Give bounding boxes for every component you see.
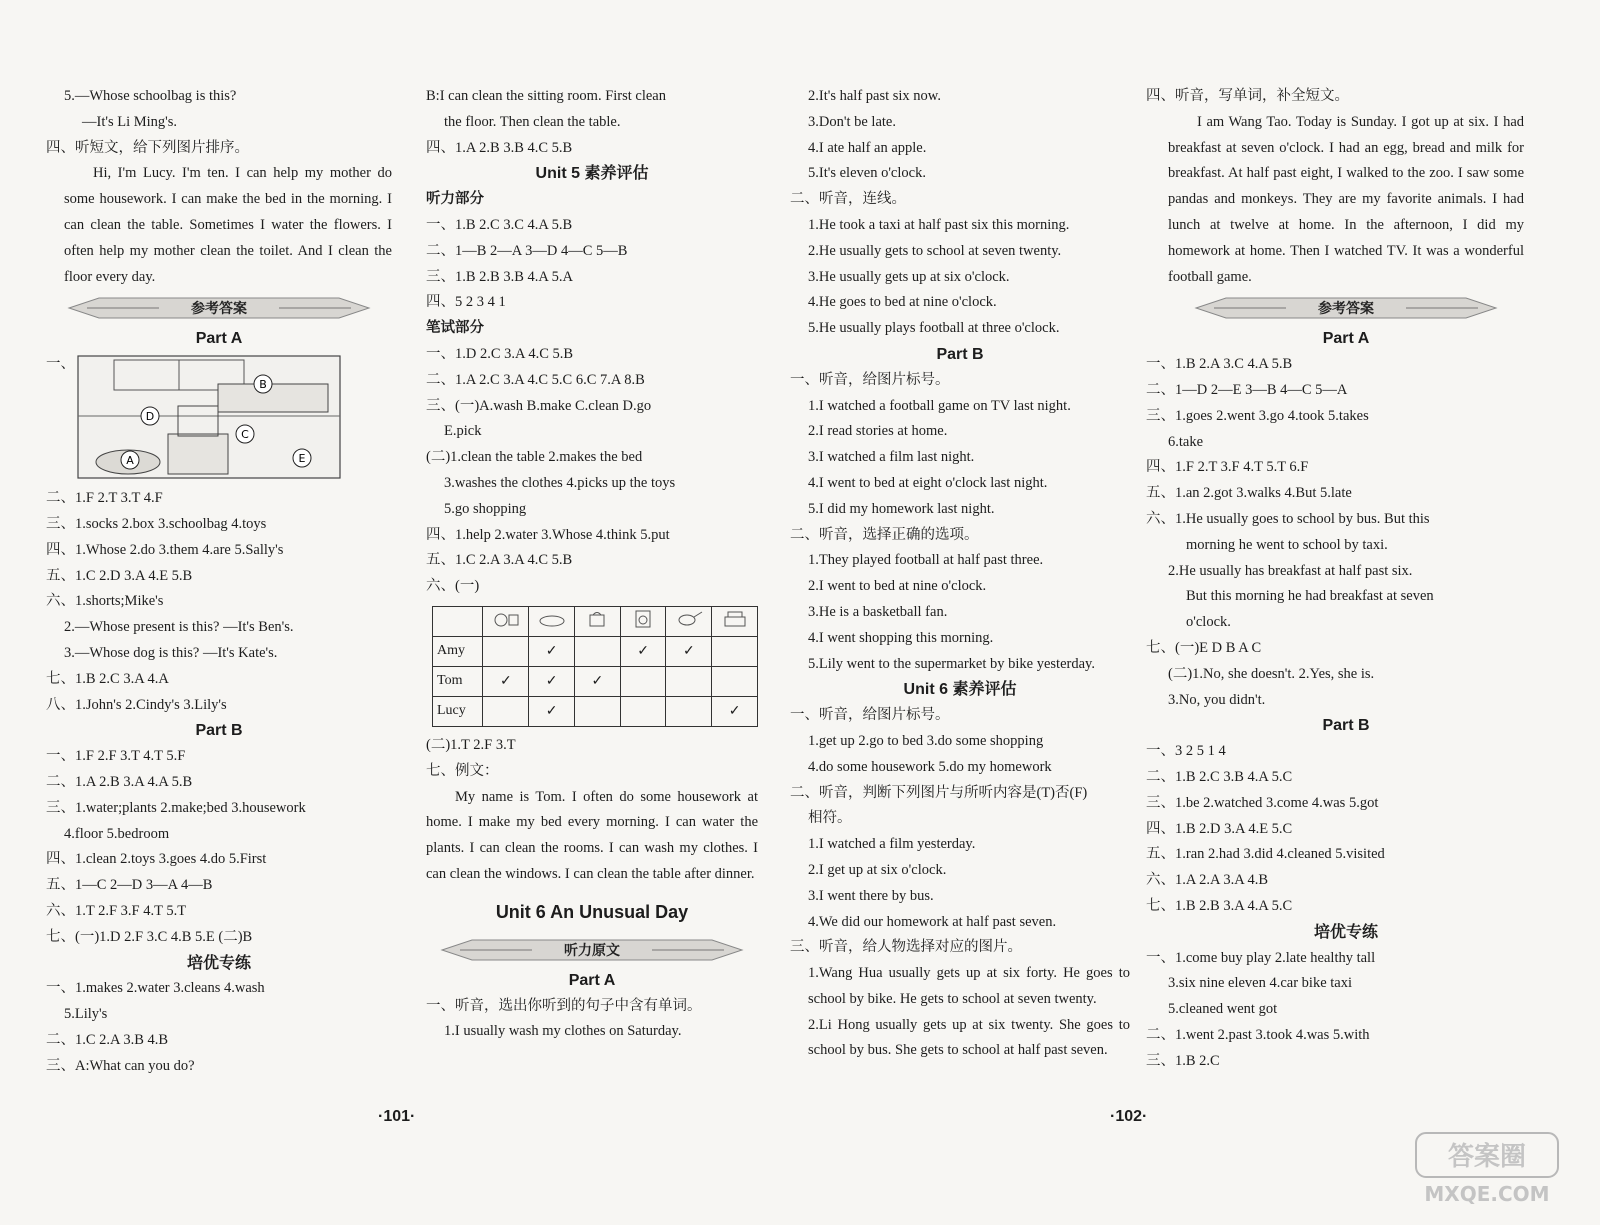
pan-picture-icon: [674, 609, 704, 629]
pic-label-c: C: [241, 428, 249, 442]
picture-cell: [483, 606, 529, 636]
answer-line: morning he went to school by taxi.: [1186, 536, 1388, 553]
answer-line: 一、1.B 2.C 3.C 4.A 5.B: [426, 216, 573, 233]
text-line: 1.They played football at half past three.: [808, 552, 1044, 569]
text-line: 1.He took a taxi at half past six this morning.: [808, 216, 1070, 233]
answer-line: 3.No, you didn't.: [1168, 691, 1266, 708]
text-line: 2.It's half past six now.: [808, 88, 941, 104]
bag-picture-icon: [582, 609, 612, 629]
text-line: 4.do some housework 5.do my homework: [808, 758, 1052, 775]
answer-line: 二、1—B 2—A 3—D 4—C 5—B: [426, 242, 628, 259]
activity-table: [432, 606, 758, 727]
text-line: 5.—Whose schoolbag is this?: [64, 88, 237, 104]
answer-line: (二)1.T 2.F 3.T: [426, 736, 516, 753]
passage: I am Wang Tao. Today is Sunday. I got up at six. I had breakfast at seven o'clock. I had an egg, bread and milk for breakfast. At half past eight, I walked to the zoo. I saw some pandas and monkeys. They are my favorite animals. I had lunch at twelve at home. In the afternoon, I did my homework at home. Then I watched TV. It was a wonderful football game.: [1168, 113, 1524, 285]
answer-line: 6.take: [1168, 433, 1204, 450]
banner-label: 参考答案: [191, 301, 247, 318]
unit6-title: Unit 6 An Unusual Day: [495, 901, 689, 922]
check-cell: [620, 696, 666, 726]
answer-line: 5.go shopping: [444, 500, 527, 517]
unit5-heading: Unit 5 素养评估: [535, 165, 649, 183]
row-name: Lucy: [433, 696, 483, 726]
part-a-heading: Part A: [195, 330, 243, 348]
answer-line: 二、1.B 2.C 3.B 4.A 5.C: [1146, 768, 1293, 785]
check-cell: [666, 696, 712, 726]
text-paragraph: 1.Wang Hua usually gets up at six forty. He goes to school by bike. He gets to school at seven twenty.: [808, 965, 1130, 1007]
answer-line: 五、1.C 2.A 3.A 4.C 5.B: [426, 552, 573, 569]
text-paragraph: 2.Li Hong usually gets up at six twenty. She goes to school by bus. She gets to school at half past seven.: [808, 1016, 1130, 1059]
answer-line: 二、1—D 2—E 3—B 4—C 5—A: [1146, 381, 1348, 398]
peiyou-heading: 培优专练: [186, 954, 251, 972]
answer-line: 六、(一): [426, 578, 480, 595]
part-a-heading: Part A: [568, 971, 616, 989]
check-cell: ✓: [483, 666, 529, 696]
question-number: 一、: [46, 356, 75, 373]
text-line: 3.Don't be late.: [808, 113, 896, 130]
answer-line: 八、1.John's 2.Cindy's 3.Lily's: [46, 696, 227, 713]
answer-line: 七、(一)E D B A C: [1146, 639, 1262, 656]
answer-line: 一、3 2 5 1 4: [1146, 743, 1226, 760]
answer-line: 五、1.ran 2.had 3.did 4.cleaned 5.visited: [1146, 846, 1385, 863]
text-line: 5.It's eleven o'clock.: [808, 165, 926, 182]
check-cell: ✓: [712, 696, 758, 726]
table-corner-cell: [433, 606, 483, 636]
text-line: 4.We did our homework at half past seven.: [808, 913, 1057, 930]
text-line: —It's Li Ming's.: [82, 113, 178, 130]
answer-line: 3.—Whose dog is this? —It's Kate's.: [64, 644, 278, 661]
answer-line: 五、1—C 2—D 3—A 4—B: [46, 877, 213, 894]
sample-essay: My name is Tom. I often do some housework at home. I make my bed every morning. I can water the plants. I can clean the rooms. I can wash my clothes. I can clean the windows. I can clean the table after dinner.: [426, 788, 758, 882]
table-row: [433, 636, 758, 666]
check-cell: ✓: [529, 636, 575, 666]
column-2: [426, 84, 758, 1045]
text-line: 2.I get up at six o'clock.: [808, 861, 947, 878]
question-heading: 四、听音，写单词，补全短文。: [1146, 88, 1349, 104]
text-line: 2.I read stories at home.: [808, 423, 948, 440]
answer-line: 五、1.C 2.D 3.A 4.E 5.B: [46, 567, 193, 584]
answer-line: 七、1.B 2.B 3.A 4.A 5.C: [1146, 897, 1293, 914]
picture-cell: [620, 606, 666, 636]
text-line: 1.get up 2.go to bed 3.do some shopping: [808, 732, 1044, 749]
answer-line: 三、1.be 2.watched 3.come 4.was 5.got: [1146, 794, 1379, 811]
check-cell: [712, 666, 758, 696]
passage: Hi, I'm Lucy. I'm ten. I can help my mother do some housework. I can make the bed in the morning. I can clean the table. Sometimes I water the flowers. I often help my mother clean the toilet. And I clean the floor every day.: [64, 165, 392, 285]
answer-line: 六、1.T 2.F 3.F 4.T 5.T: [46, 902, 187, 919]
question-heading: 二、听音，连线。: [790, 191, 906, 208]
answer-line: 三、A:What can you do?: [46, 1057, 195, 1074]
answer-line: 四、1.A 2.B 3.B 4.C 5.B: [426, 139, 573, 156]
books-picture-icon: [720, 609, 750, 629]
answer-line: But this morning he had breakfast at seven: [1186, 588, 1434, 605]
text-line: 5.I did my homework last night.: [808, 500, 995, 517]
banner-graphic: [1196, 295, 1496, 321]
check-cell: [574, 636, 620, 666]
answer-line: (二)1.clean the table 2.makes the bed: [426, 449, 643, 466]
housework-illustration: [68, 354, 348, 482]
answer-line: 七、例文：: [426, 762, 499, 779]
table-row: [433, 666, 758, 696]
answer-line: 一、1.B 2.A 3.C 4.A 5.B: [1146, 356, 1293, 373]
text-line: 3.He usually gets up at six o'clock.: [808, 268, 1010, 285]
text-line: 5.Lily went to the supermarket by bike yesterday.: [808, 655, 1095, 672]
text-line: 相符。: [808, 810, 852, 827]
table-header-row: [433, 606, 758, 636]
answer-banner: [1168, 293, 1524, 323]
watermark-text-bottom: MXQE.COM: [1424, 1182, 1550, 1206]
answer-line: (二)1.No, she doesn't. 2.Yes, she is.: [1168, 665, 1375, 682]
section-heading: 笔试部分: [426, 320, 484, 337]
peiyou-heading: 培优专练: [1313, 923, 1378, 941]
banner-label: 参考答案: [1318, 301, 1374, 318]
answer-line: 六、1.shorts;Mike's: [46, 593, 164, 610]
answer-line: 一、1.come buy play 2.late healthy tall: [1146, 949, 1376, 966]
answer-line: 三、1.B 2.C: [1146, 1052, 1220, 1069]
row-name: Tom: [433, 666, 483, 696]
answer-line: 4.floor 5.bedroom: [64, 825, 170, 842]
text-line: 4.I ate half an apple.: [808, 139, 927, 156]
check-cell: ✓: [574, 666, 620, 696]
picture-cell: [529, 606, 575, 636]
text-line: 3.I watched a film last night.: [808, 449, 975, 466]
answer-line: 四、1.clean 2.toys 3.goes 4.do 5.First: [46, 851, 267, 868]
answer-line: 二、1.C 2.A 3.B 4.B: [46, 1031, 169, 1048]
answer-line: 二、1.went 2.past 3.took 4.was 5.with: [1146, 1026, 1370, 1043]
answer-line: o'clock.: [1186, 614, 1231, 631]
text-line: 3.I went there by bus.: [808, 887, 934, 904]
text-line: 5.He usually plays football at three o'clock.: [808, 320, 1060, 337]
answer-line: 七、1.B 2.C 3.A 4.A: [46, 670, 169, 687]
check-cell: [483, 696, 529, 726]
answer-line: 2.—Whose present is this? —It's Ben's.: [64, 619, 294, 636]
question-heading: 一、听音，给图片标号。: [790, 371, 950, 388]
answer-line: 四、1.help 2.water 3.Whose 4.think 5.put: [426, 526, 670, 543]
column-4: [1146, 84, 1524, 1074]
check-cell: ✓: [666, 636, 712, 666]
text-line: the floor. Then clean the table.: [444, 113, 621, 130]
text-line: 3.He is a basketball fan.: [808, 603, 948, 620]
part-b-heading: Part B: [936, 345, 984, 363]
answer-line: 一、1.makes 2.water 3.cleans 4.wash: [46, 980, 265, 997]
check-cell: [712, 636, 758, 666]
answer-line: 四、5 2 3 4 1: [426, 294, 506, 311]
unit6-heading: Unit 6 素养评估: [903, 681, 1017, 699]
text-line: 4.I went to bed at eight o'clock last night.: [808, 474, 1048, 491]
question-heading: 一、听音，给图片标号。: [790, 707, 950, 724]
text-line: 1.I usually wash my clothes on Saturday.: [444, 1023, 682, 1040]
toy-picture-icon: [491, 609, 521, 629]
transcript-banner: [426, 935, 758, 965]
answer-line: 四、1.Whose 2.do 3.them 4.are 5.Sally's: [46, 541, 284, 558]
answer-line: 2.He usually has breakfast at half past six.: [1168, 562, 1413, 579]
picture-cell: [574, 606, 620, 636]
answer-line: 二、1.A 2.B 3.A 4.A 5.B: [46, 773, 193, 790]
site-watermark: [1412, 1129, 1562, 1209]
answer-line: 四、1.B 2.D 3.A 4.E 5.C: [1146, 820, 1293, 837]
text-line: 1.I watched a football game on TV last night.: [808, 397, 1071, 414]
question-heading: 一、听音，选出你听到的句子中含有单词。: [426, 997, 702, 1014]
page-number-left: ·101·: [378, 1108, 416, 1125]
check-cell: [483, 636, 529, 666]
answer-line: 3.washes the clothes 4.picks up the toys: [444, 474, 676, 491]
pic-label-e: E: [298, 452, 306, 466]
banner-label: 听力原文: [564, 942, 620, 959]
answer-line: 四、1.F 2.T 3.F 4.T 5.T 6.F: [1146, 459, 1309, 476]
answer-line: 二、1.A 2.C 3.A 4.C 5.C 6.C 7.A 8.B: [426, 371, 645, 388]
answer-line: 二、1.F 2.T 3.T 4.F: [46, 490, 163, 507]
check-cell: [620, 666, 666, 696]
answer-line: 三、1.B 2.B 3.B 4.A 5.A: [426, 268, 574, 285]
column-1: [46, 84, 392, 1080]
answer-line: 六、1.A 2.A 3.A 4.B: [1146, 872, 1269, 889]
text-line: 2.He usually gets to school at seven twenty.: [808, 242, 1062, 259]
answer-line: 五、1.an 2.got 3.walks 4.But 5.late: [1146, 485, 1352, 502]
answer-line: 5.cleaned went got: [1168, 1001, 1278, 1018]
question-heading: 二、听音，选择正确的选项。: [790, 526, 979, 543]
check-cell: [666, 666, 712, 696]
answer-line: 一、1.D 2.C 3.A 4.C 5.B: [426, 345, 574, 362]
answer-line: 三、1.water;plants 2.make;bed 3.housework: [46, 799, 306, 816]
answer-line: 三、(一)A.wash B.make C.clean D.go: [426, 397, 652, 414]
pic-label-d: D: [145, 410, 155, 424]
picture-cell: [666, 606, 712, 636]
text-line: 4.I went shopping this morning.: [808, 629, 994, 646]
text-line: 1.I watched a film yesterday.: [808, 836, 976, 853]
question-heading: 三、听音，给人物选择对应的图片。: [790, 939, 1022, 956]
row-name: Amy: [433, 636, 483, 666]
answer-line: 3.six nine eleven 4.car bike taxi: [1168, 975, 1353, 992]
banner-graphic: [69, 295, 369, 321]
answer-line: 三、1.socks 2.box 3.schoolbag 4.toys: [46, 515, 267, 532]
part-b-heading: Part B: [195, 722, 243, 740]
part-b-heading: Part B: [1322, 717, 1370, 735]
part-a-heading: Part A: [1322, 330, 1370, 348]
text-line: 2.I went to bed at nine o'clock.: [808, 578, 987, 595]
pic-label-b: B: [259, 378, 267, 392]
column-3: [790, 84, 1130, 1064]
text-line: B:I can clean the sitting room. First clean: [426, 88, 666, 104]
table-row: [433, 696, 758, 726]
answer-line: 三、1.goes 2.went 3.go 4.took 5.takes: [1146, 407, 1369, 424]
dish-picture-icon: [537, 609, 567, 629]
check-cell: ✓: [620, 636, 666, 666]
answer-line: E.pick: [444, 423, 482, 440]
section-heading: 听力部分: [426, 191, 484, 208]
pic-label-a: A: [126, 454, 134, 468]
text-line: 4.He goes to bed at nine o'clock.: [808, 294, 997, 311]
answer-banner: [46, 293, 392, 323]
answer-line: 七、(一)1.D 2.F 3.C 4.B 5.E (二)B: [46, 928, 253, 945]
question-heading: 四、听短文，给下列图片排序。: [46, 139, 249, 156]
watermark-text-top: 答案圈: [1447, 1142, 1527, 1172]
page-number-right: ·102·: [1110, 1108, 1148, 1125]
picture-cell: [712, 606, 758, 636]
answer-line: 一、1.F 2.F 3.T 4.T 5.F: [46, 748, 186, 765]
check-cell: [574, 696, 620, 726]
washing-machine-icon: [628, 609, 658, 629]
answer-line: 5.Lily's: [64, 1006, 108, 1023]
illustration-row: [46, 352, 392, 486]
question-heading: 二、听音，判断下列图片与所听内容是(T)否(F): [790, 784, 1088, 801]
answer-line: 六、1.He usually goes to school by bus. But this: [1146, 510, 1430, 527]
check-cell: ✓: [529, 696, 575, 726]
banner-graphic: [442, 937, 742, 963]
check-cell: ✓: [529, 666, 575, 696]
